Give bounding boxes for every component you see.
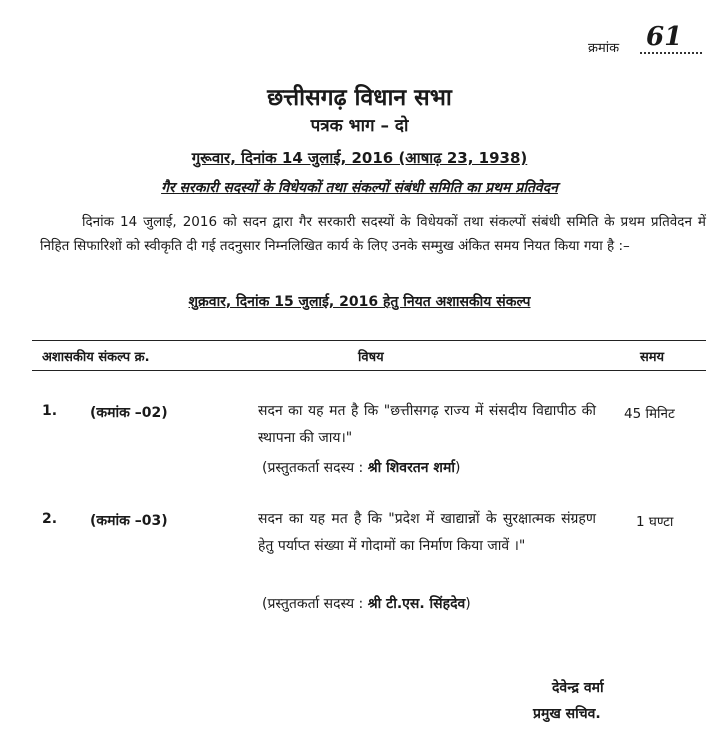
row-time: 1 घण्टा (636, 514, 674, 530)
mover-prefix: (प्रस्तुतकर्ता सदस्य : (262, 460, 368, 476)
friday-resolution-heading: शुक्रवार, दिनांक 15 जुलाई, 2016 हेतु नियत अशासकीय संकल्प (188, 294, 531, 310)
mover-suffix: ) (465, 596, 471, 612)
signatory-designation: प्रमुख सचिव. (533, 706, 601, 722)
row-kramank: (कमांक –02) (90, 405, 168, 421)
committee-report-heading: गैर सरकारी सदस्यों के विधेयकों तथा संकल्पों संबंधी समिति का प्रथम प्रतिवेदन (161, 180, 558, 196)
kramank-label: क्रमांक (588, 41, 620, 56)
document-title: छत्तीसगढ़ विधान सभा (267, 85, 452, 111)
signatory-name: देवेन्द्र वर्मा (552, 680, 604, 696)
kramank-dotted-line (640, 52, 702, 54)
row-kramank: (कमांक –03) (90, 513, 168, 529)
mover-name: श्री टी.एस. सिंहदेव (367, 596, 466, 612)
row-serial: 2. (42, 511, 58, 527)
header-subject: विषय (358, 350, 384, 365)
row-subject: सदन का यह मत है कि "प्रदेश में खाद्यान्नों के सुरक्षात्मक संग्रहण हेतु पर्याप्त संख्या में गोदामों का निर्माण किया जावें ।" (258, 511, 596, 554)
table-header-rule (32, 370, 706, 371)
mover-suffix: ) (454, 460, 461, 476)
table-top-rule (32, 340, 706, 341)
mover-name: श्री शिवरतन शर्मा (367, 460, 455, 476)
row-serial: 1. (42, 403, 58, 419)
row-mover (262, 458, 460, 477)
document-subtitle: पत्रक भाग – दो (310, 116, 409, 136)
header-time: समय (640, 350, 665, 365)
mover-prefix: (प्रस्तुतकर्ता सदस्य : (262, 596, 368, 612)
row-subject: सदन का यह मत है कि "छत्तीसगढ़ राज्य में संसदीय विद्यापीठ की स्थापना की जाय।" (258, 403, 596, 446)
intro-paragraph: दिनांक 14 जुलाई, 2016 को सदन द्वारा गैर सरकारी सदस्यों के विधेयकों तथा संकल्पों संबंधी समिति के प्रथम प्रतिवेदन में निहित सिफारिशों को स्वीकृति दी गई तदनुसार निम्नलिखित कार्य के लिए उनके सम्मुख अंकित समय नियत किया गया है :– (40, 214, 706, 254)
date-line: गुरूवार, दिनांक 14 जुलाई, 2016 (आषाढ़ 23, 1938) (191, 149, 528, 167)
handwritten-number: 61 (646, 22, 683, 52)
row-time: 45 मिनिट (624, 406, 675, 422)
row-mover (262, 594, 471, 613)
header-resolution-no: अशासकीय संकल्प क्र. (42, 350, 150, 365)
